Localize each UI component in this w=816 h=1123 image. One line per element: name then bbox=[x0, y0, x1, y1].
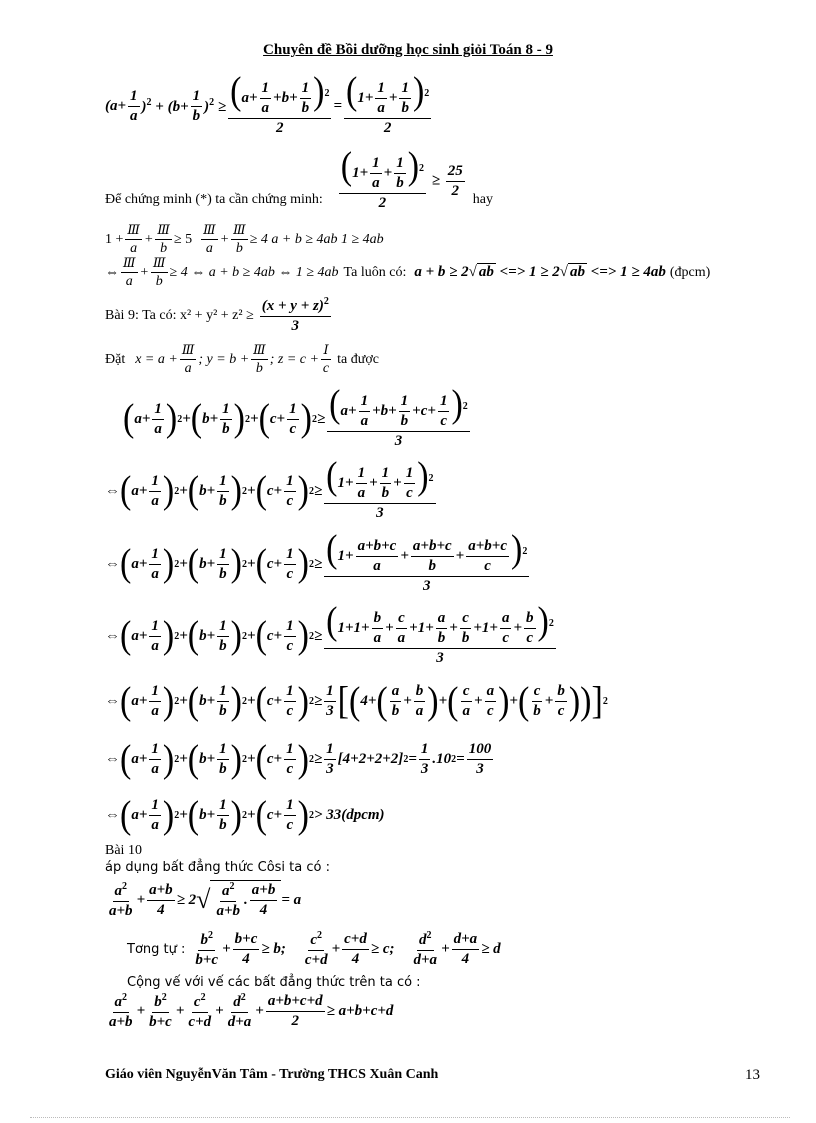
text-dpcm: (đpcm) bbox=[669, 264, 711, 280]
text-bai9: Bài 9: Ta có: x² + y² + z² ≥ bbox=[105, 307, 254, 323]
step-5: ⇔ ( a+ $\frac{1}{a}$ ) 2 + ( b+ $\frac{1}{b}$ ) 2 + ( c+ $\frac{1}{c}$ ) 2 ≥ $\frac{1}{3}$ [ ( 4+ ( $\frac{a}{b}$ + $\frac{b}{a}$ ) + ( $\frac{c}{a}$ + $\frac{a}{c}$ ) + ( $\frac{c}{b}$ + $\frac{b}{c}$ ) ) ] 2 bbox=[105, 679, 608, 723]
tuong-tu-line: Tơng tự : $\frac{b^2}{b+c}$ + $\frac{b+c}{4}$ ≥ b; $\frac{c^2}{c+d}$ + $\frac{c+d}{4}$ ≥ c; $\frac{d^2}{d+a}$ + $\frac{d+a}{4}$ ≥ d bbox=[127, 930, 501, 968]
dat-line: Đặt x = a + $\frac{\text{Ⅲ}}{a}$ ; y = b + $\frac{\text{Ⅲ}}{b}$ ; z = c + $\frac{\text{Ⅰ}}{c}$ ta được bbox=[105, 342, 379, 376]
page-header bbox=[0, 42, 816, 59]
eq-line-3: 1 + $\frac{\text{Ⅲ}}{a}$ + $\frac{\text{Ⅲ}}{b}$ ≥ 5 $\frac{\text{Ⅲ}}{a}$ + $\frac{\text{Ⅲ}}{b}$ ≥ 4 a + b ≥ 4ab 1 ≥ 4ab bbox=[105, 222, 384, 256]
step-6: ⇔ ( a+ $\frac{1}{a}$ ) 2 + ( b+ $\frac{1}{b}$ ) 2 + ( c+ $\frac{1}{c}$ ) 2 ≥ $\frac{1}{3}$ [4+2+2+2] 2 = $\frac{1}{3}$ .10 2 = $\frac{100}{3}$ bbox=[105, 737, 492, 781]
bai9-line: Bài 9: Ta có: x² + y² + z² ≥ $\frac{(x + y + z)^2}{3}$ bbox=[105, 296, 329, 334]
eq-line-2: Để chứng minh (*) ta cần chứng minh: (1+ $\frac{1}{a}$ + $\frac{1}{b}$ )$^2$ 2 ≥ $\frac{25}{2}$ hay bbox=[105, 145, 493, 212]
bottom-divider bbox=[30, 1117, 790, 1118]
step-2: ⇔ ( a+ $\frac{1}{a}$ ) 2 + ( b+ $\frac{1}{b}$ ) 2 + ( c+ $\frac{1}{c}$ ) 2 ≥ (1+ $\frac{1}{a}$ + $\frac{1}{b}$ + $\frac{1}{c}$ )$^2$ 3 bbox=[105, 455, 434, 522]
text-ta-luon-co: Ta luôn có: bbox=[343, 264, 407, 280]
step-4: ⇔ ( a+ $\frac{1}{a}$ ) 2 + ( b+ $\frac{1}{b}$ ) 2 + ( c+ $\frac{1}{c}$ ) 2 ≥ (1+1+ $\frac{b}{a}$ + $\frac{c}{a}$ +1+ $\frac{a}{b}$ + $\frac{c}{b}$ +1+ $\frac{a}{c}$ + $\frac{b}{c}$ )$^2$ 3 bbox=[105, 600, 554, 667]
step-7: ⇔ ( a+ $\frac{1}{a}$ ) 2 + ( b+ $\frac{1}{b}$ ) 2 + ( c+ $\frac{1}{c}$ ) 2 > 33(dpcm) bbox=[105, 793, 385, 837]
step-3: ⇔ ( a+ $\frac{1}{a}$ ) 2 + ( b+ $\frac{1}{b}$ ) 2 + ( c+ $\frac{1}{c}$ ) 2 ≥ (1+ $\frac{a+b+c}{a}$ + $\frac{a+b+c}{b}$ + $\frac{a+b+c}{c}$ )$^2$ 3 bbox=[105, 528, 528, 595]
cosi-line: $\frac{a^2}{a+b}$ + $\frac{a+b}{4}$ ≥ 2 √ $\frac{a^2}{a+b}$ . $\frac{a+b}{4}$ = a bbox=[109, 880, 302, 919]
step-1: ( a+ $\frac{1}{a}$ ) 2 + ( b+ $\frac{1}{b}$ ) 2 + ( c+ $\frac{1}{c}$ ) 2 ≥ (a+ $\frac{1}{a}$ +b+ $\frac{1}{b}$ +c+ $\frac{1}{c}$ )$^2$ 3 bbox=[123, 383, 468, 450]
bai10-title: Bài 10 bbox=[105, 843, 142, 858]
eq-line-1: (a+ $\frac{1}{a}$ )$^2$ + (b+ $\frac{1}{b}$ )$^2$ ≥ (a+ $\frac{1}{a}$ +b+ $\frac{1}{b}$ )$^2$ 2 = (1+ $\frac{1}{a}$ + $\frac{1}{b}$ )$^2$ 2 bbox=[105, 70, 430, 137]
sum-line: $\frac{a^2}{a+b}$ + $\frac{b^2}{b+c}$ + $\frac{c^2}{c+d}$ + $\frac{d^2}{d+a}$ + $\frac{a+b+c+d}{2}$ ≥ a+b+c+d bbox=[109, 992, 394, 1030]
footer-author: Giáo viên NguyễnVăn Tâm - Trường THCS Xuân Canh bbox=[105, 1067, 439, 1082]
step7-rhs: > 33(dpcm) bbox=[313, 807, 385, 823]
header-title: Chuyên đề Bồi dưỡng học sinh giỏi Toán 8 - 9 bbox=[263, 42, 553, 58]
text-de-chung-minh: Để chứng minh (*) ta cần chứng minh: bbox=[105, 192, 323, 208]
text-tuong-tu: Tơng tự : bbox=[127, 942, 186, 957]
ap-dung-line: áp dụng bất đẳng thức Côsi ta có : bbox=[105, 860, 330, 875]
eq-line-4: ⇔ $\frac{\text{Ⅲ}}{a}$ + $\frac{\text{Ⅲ}}{b}$ ≥ 4 ⇔ a + b ≥ 4ab ⇔ 1 ≥ 4ab Ta luôn có: a + b ≥ 2√ ab <=> 1 ≥ 2√ ab <=> 1 ≥ 4ab (đpcm) bbox=[105, 255, 711, 289]
text-hay: hay bbox=[472, 192, 493, 208]
text-dat: Đặt bbox=[105, 351, 126, 367]
page-number: 13 bbox=[745, 1067, 760, 1083]
text-ta-duoc: ta được bbox=[337, 351, 379, 367]
cong-ve-line: Cộng vế với vế các bất đẳng thức trên ta có : bbox=[127, 975, 421, 990]
